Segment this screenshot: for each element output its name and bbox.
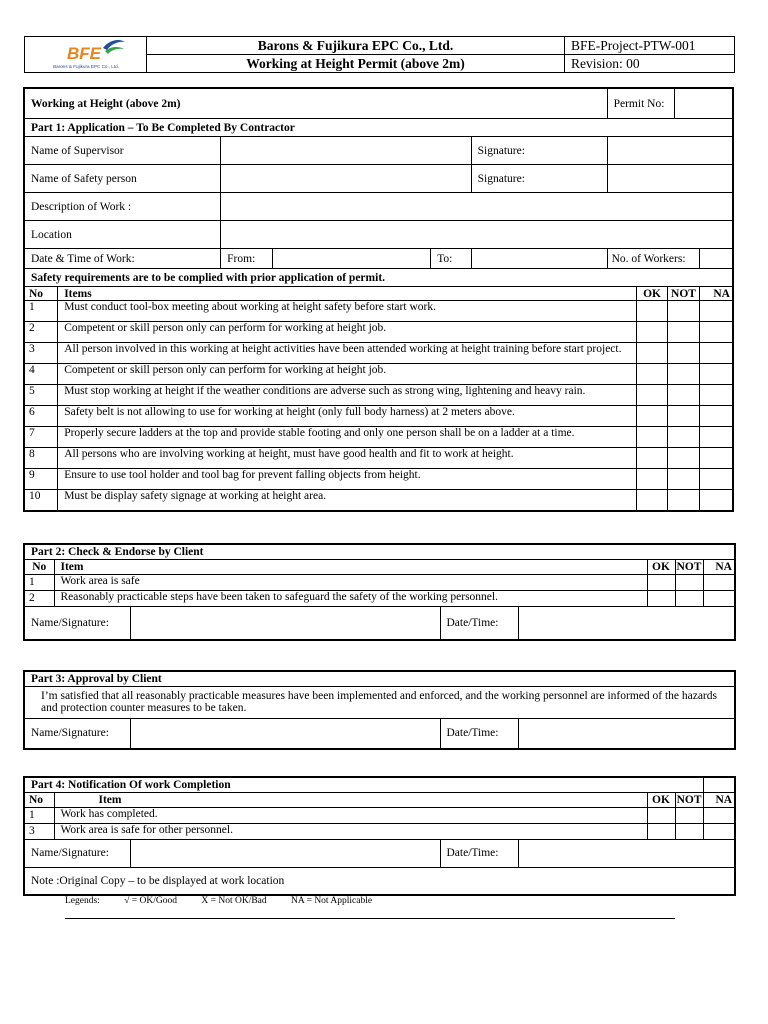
check-na-cell[interactable] (699, 322, 733, 343)
part2-name-signature-label: Name/Signature: (24, 606, 130, 640)
check-ok-cell[interactable] (636, 469, 667, 490)
item-text: All persons who are involving working at height, must have good health and fit to work at height. (58, 448, 637, 469)
check-not-cell[interactable] (668, 322, 699, 343)
part4-col-ok: OK (647, 792, 675, 807)
checklist-row (24, 823, 735, 839)
check-not-cell[interactable] (668, 490, 699, 511)
item-text: Must conduct tool-box meeting about working at height safety before start work. (58, 301, 637, 322)
item-text: Ensure to use tool holder and tool bag for prevent falling objects from height. (58, 469, 637, 490)
workers-label: No. of Workers: (607, 249, 699, 269)
supervisor-field[interactable] (221, 137, 472, 165)
check-not-cell[interactable] (668, 448, 699, 469)
supervisor-label: Name of Supervisor (24, 137, 221, 165)
checklist-row (24, 427, 733, 448)
checklist-row (24, 343, 733, 364)
item-text: Work area is safe for other personnel. (54, 823, 647, 839)
part2-section (23, 543, 736, 641)
part4-col-item: Item (54, 792, 647, 807)
check-not-cell[interactable] (668, 364, 699, 385)
item-text: Competent or skill person only can perform for working at height job. (58, 364, 637, 385)
checklist-row (24, 469, 733, 490)
legend-na: NA = Not Applicable (291, 896, 373, 906)
check-not-cell[interactable] (675, 590, 703, 606)
safety-person-signature-label: Signature: (471, 165, 607, 193)
check-ok-cell[interactable] (636, 490, 667, 511)
part4-col-na: NA (703, 792, 735, 807)
check-na-cell[interactable] (699, 469, 733, 490)
item-text: Competent or skill person only can perform for working at height job. (58, 322, 637, 343)
item-number: 4 (24, 364, 58, 385)
location-field[interactable] (221, 221, 733, 249)
check-ok-cell[interactable] (636, 385, 667, 406)
items-header-row (24, 287, 733, 301)
logo-text: BFE (67, 43, 101, 63)
part1-section (23, 87, 734, 512)
item-number: 5 (24, 385, 58, 406)
part2-col-item: Item (54, 559, 647, 574)
item-number: 2 (24, 590, 54, 606)
item-number: 6 (24, 406, 58, 427)
to-label: To: (431, 249, 471, 269)
check-na-cell[interactable] (699, 490, 733, 511)
part2-title: Part 2: Check & Endorse by Client (24, 544, 735, 559)
check-not-cell[interactable] (675, 823, 703, 839)
part4-section (23, 776, 736, 896)
checklist-row (24, 807, 735, 823)
revision: Revision: 00 (565, 55, 735, 73)
safety-person-field[interactable] (221, 165, 472, 193)
item-number: 8 (24, 448, 58, 469)
item-text: Properly secure ladders at the top and provide stable footing and only one person shall be on a ladder at a time. (58, 427, 637, 448)
permit-no-label: Permit No: (608, 89, 675, 118)
logo-subtext: Barons & Fujikura EPC Co., Ltd. (53, 63, 119, 69)
part3-name-signature-field[interactable] (130, 718, 440, 749)
footer-rule (65, 918, 675, 919)
check-ok-cell[interactable] (647, 590, 675, 606)
item-text: Must be display safety signage at working at height area. (58, 490, 637, 511)
col-no-header: No (24, 287, 58, 301)
part4-name-signature-field[interactable] (130, 839, 440, 867)
part2-col-na: NA (703, 559, 735, 574)
item-text: Must stop working at height if the weather conditions are adverse such as strong wing, lightening and heavy rain. (58, 385, 637, 406)
check-not-cell[interactable] (668, 343, 699, 364)
check-not-cell[interactable] (668, 427, 699, 448)
checklist-row (24, 301, 733, 322)
item-number: 3 (24, 343, 58, 364)
checklist-row (24, 448, 733, 469)
part2-datetime-field[interactable] (518, 606, 735, 640)
check-not-cell[interactable] (668, 385, 699, 406)
part3-datetime-label: Date/Time: (440, 718, 518, 749)
part2-datetime-label: Date/Time: (440, 606, 518, 640)
part4-col-not: NOT (676, 793, 702, 806)
check-na-cell[interactable] (699, 343, 733, 364)
check-na-cell[interactable] (703, 590, 735, 606)
workers-field[interactable] (699, 249, 733, 269)
part3-section (23, 670, 736, 750)
to-field[interactable] (471, 249, 607, 269)
part4-name-signature-label: Name/Signature: (24, 839, 130, 867)
check-ok-cell[interactable] (636, 406, 667, 427)
check-not-cell[interactable] (675, 807, 703, 823)
document-title: Working at Height Permit (above 2m) (147, 55, 565, 73)
item-text: All person involved in this working at height activities have been attended working at height training before start project. (58, 343, 637, 364)
item-text: Work area is safe (54, 574, 647, 590)
check-ok-cell[interactable] (636, 301, 667, 322)
col-items-header: Items (58, 287, 637, 301)
check-na-cell[interactable] (699, 448, 733, 469)
part2-header-row (24, 559, 735, 574)
requirements-note: Safety requirements are to be complied with prior application of permit. (24, 269, 733, 287)
check-na-cell[interactable] (703, 807, 735, 823)
part2-col-no: No (24, 559, 54, 574)
part2-col-not: NOT (676, 560, 702, 573)
company-logo (25, 37, 147, 73)
checklist-row (24, 322, 733, 343)
check-na-cell[interactable] (703, 574, 735, 590)
legend-not-ok: X = Not OK/Bad (201, 896, 267, 906)
check-na-cell[interactable] (703, 823, 735, 839)
part3-statement: I’m satisfied that all reasonably practicable measures have been implemented and enforced, and the working personnel are informed of the hazards and protection counter measures to be taken. (24, 686, 735, 718)
check-not-cell[interactable] (675, 574, 703, 590)
item-number: 9 (24, 469, 58, 490)
permit-no-field[interactable] (675, 89, 732, 118)
from-label: From: (221, 249, 273, 269)
check-na-cell[interactable] (699, 364, 733, 385)
check-ok-cell[interactable] (636, 322, 667, 343)
check-not-cell[interactable] (668, 406, 699, 427)
check-na-cell[interactable] (699, 385, 733, 406)
part3-title: Part 3: Approval by Client (24, 671, 735, 686)
part4-datetime-field[interactable] (518, 839, 735, 867)
check-ok-cell[interactable] (636, 364, 667, 385)
document-number: BFE-Project-PTW-001 (565, 37, 735, 55)
legend-label: Legends: (65, 896, 100, 906)
checklist-row (24, 385, 733, 406)
description-label: Description of Work : (24, 193, 221, 221)
part4-datetime-label: Date/Time: (440, 839, 518, 867)
check-not-cell[interactable] (668, 301, 699, 322)
from-field[interactable] (272, 249, 430, 269)
permit-title: Working at Height (above 2m) (24, 88, 607, 119)
item-number: 1 (24, 807, 54, 823)
part4-header-row (24, 792, 735, 807)
part4-title: Part 4: Notification Of work Completion (24, 777, 703, 792)
datetime-label: Date & Time of Work: (24, 249, 221, 269)
checklist-row (24, 590, 735, 606)
col-ok-header: OK (636, 287, 667, 301)
part1-title: Part 1: Application – To Be Completed By Contractor (24, 119, 733, 137)
checklist-row (24, 490, 733, 511)
part3-name-signature-label: Name/Signature: (24, 718, 130, 749)
checklist-row (24, 364, 733, 385)
item-text: Work has completed. (54, 807, 647, 823)
check-ok-cell[interactable] (647, 823, 675, 839)
check-na-cell[interactable] (699, 406, 733, 427)
check-ok-cell[interactable] (636, 343, 667, 364)
safety-person-label: Name of Safety person (24, 165, 221, 193)
item-number: 1 (24, 301, 58, 322)
item-number: 7 (24, 427, 58, 448)
check-not-cell[interactable] (668, 469, 699, 490)
safety-person-signature-field[interactable] (607, 165, 733, 193)
item-text: Reasonably practicable steps have been taken to safeguard the safety of the working personnel. (54, 590, 647, 606)
company-name: Barons & Fujikura EPC Co., Ltd. (147, 37, 565, 55)
supervisor-signature-label: Signature: (471, 137, 607, 165)
col-na-header: NA (699, 287, 733, 301)
supervisor-signature-field[interactable] (607, 137, 733, 165)
checklist-row (24, 406, 733, 427)
check-ok-cell[interactable] (636, 427, 667, 448)
item-number: 3 (24, 823, 54, 839)
checklist-row (24, 574, 735, 590)
legend (65, 896, 394, 906)
check-ok-cell[interactable] (647, 807, 675, 823)
bfe-logo-icon (29, 38, 143, 72)
check-na-cell[interactable] (699, 301, 733, 322)
check-ok-cell[interactable] (647, 574, 675, 590)
document-header (24, 36, 735, 73)
check-ok-cell[interactable] (636, 448, 667, 469)
item-number: 1 (24, 574, 54, 590)
location-label: Location (24, 221, 221, 249)
description-field[interactable] (221, 193, 733, 221)
part2-col-ok: OK (647, 559, 675, 574)
item-text: Safety belt is not allowing to use for working at height (only full body harness) at 2 meters above. (58, 406, 637, 427)
part2-name-signature-field[interactable] (130, 606, 440, 640)
part4-note: Note :Original Copy – to be displayed at work location (24, 867, 735, 895)
part4-col-no: No (24, 792, 54, 807)
check-na-cell[interactable] (699, 427, 733, 448)
legend-ok: √ = OK/Good (124, 896, 177, 906)
col-not-header: NOT (668, 287, 699, 301)
part3-datetime-field[interactable] (518, 718, 735, 749)
item-number: 10 (24, 490, 58, 511)
item-number: 2 (24, 322, 58, 343)
